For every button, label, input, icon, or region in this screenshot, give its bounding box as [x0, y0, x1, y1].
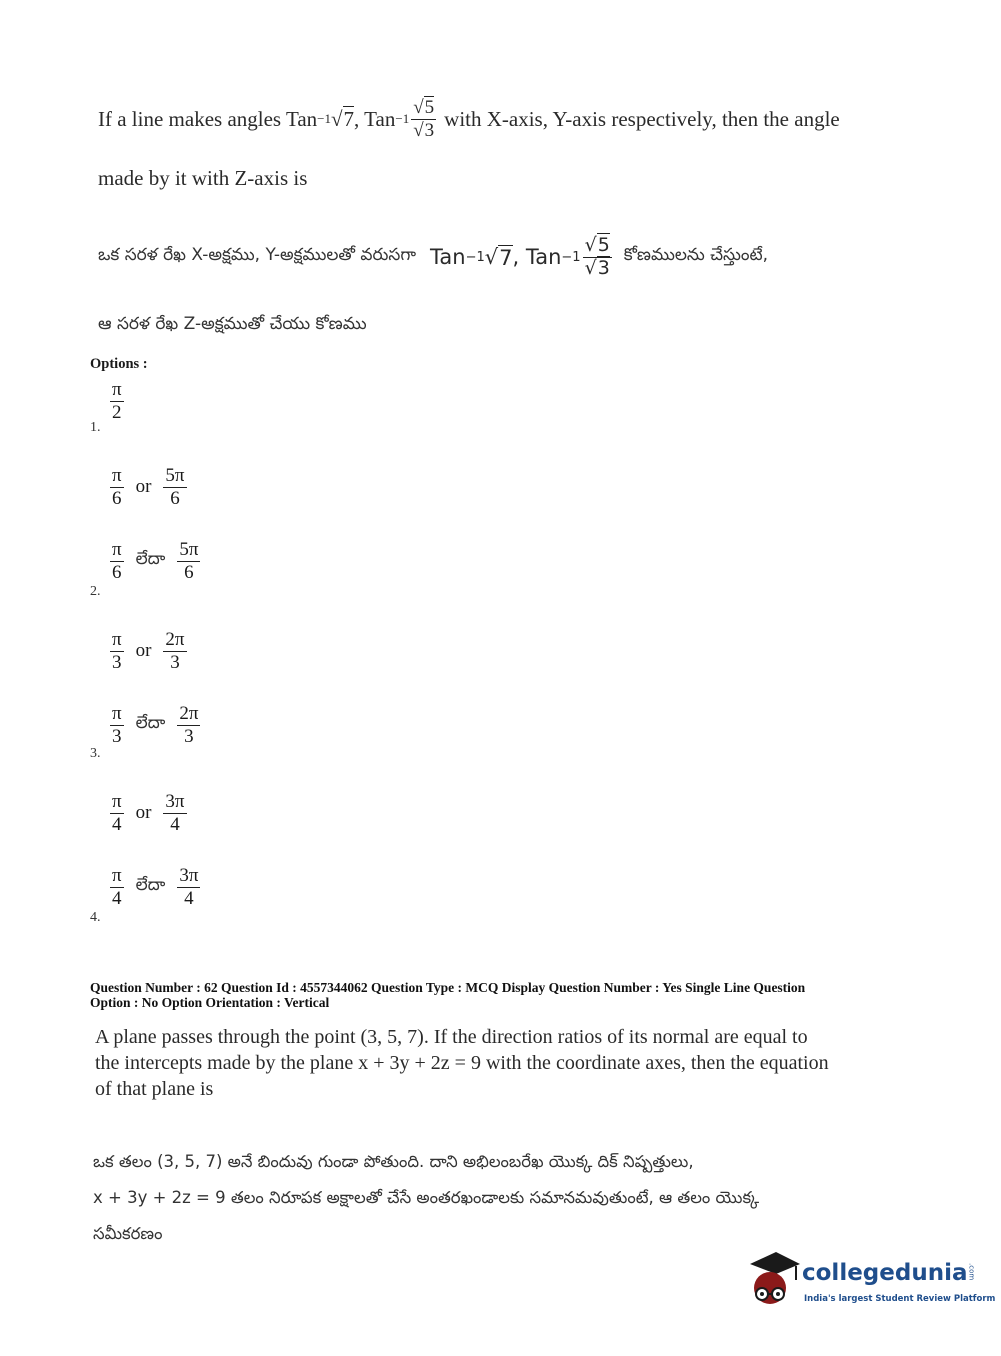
q62-en-line1: A plane passes through the point (3, 5, 7). If the direction ratios of its normal are equal to [95, 1026, 808, 1048]
option-2-en-a-den: 6 [112, 487, 122, 509]
q62-te-line1: ఒక తలం (3, 5, 7) అనే బిందువు గుండా పోతుంది. దాని అభిలంబరేఖ యొక్క దిక్ నిష్పత్తులు, [93, 1152, 694, 1171]
q61-en-frac-num: 5 [424, 97, 435, 118]
option-2-en [108, 466, 189, 509]
q61-en-sup-1: −1 [317, 111, 332, 127]
option-3-number: 3. [90, 746, 101, 761]
option-2-te-b-den: 6 [184, 561, 194, 583]
option-2-te [108, 540, 202, 583]
q61-english-line2: made by it with Z-axis is [98, 166, 308, 190]
option-3-te [108, 704, 202, 747]
option-1-number: 1. [90, 420, 101, 435]
option-3-te-b-den: 3 [184, 725, 194, 747]
option-3-en-frac-a [110, 630, 124, 673]
option-4-en-frac-b [163, 792, 186, 835]
q61-te-text-b: కోణములను చేస్తుంటే, [623, 245, 768, 266]
q61-en-sup-2: −1 [395, 111, 410, 127]
option-1-fraction [110, 380, 124, 423]
option-3-en-a-den: 3 [112, 651, 122, 673]
option-2-te-a-num: π [112, 539, 122, 560]
option-4-te-frac-a [110, 866, 124, 909]
option-3-en-conj: or [135, 640, 152, 662]
option-2-te-conj: లేదా [135, 549, 166, 570]
option-4-te-a-den: 4 [112, 887, 122, 909]
option-3-en-b-den: 3 [170, 651, 180, 673]
option-2-en-frac-b [163, 466, 186, 509]
option-4-te-conj: లేదా [135, 875, 166, 896]
q61-telugu-line2: ఆ సరళ రేఖ Z-అక్షముతో చేయు కోణము [98, 314, 367, 334]
q61-te-fraction [583, 236, 612, 279]
q61-en-text-a: If a line makes angles Tan [98, 106, 318, 131]
q62-meta-line1: Question Number : 62 Question Id : 4557344062 Question Type : MCQ Display Question Number : Yes Single Line Question [90, 980, 806, 995]
q61-te-text-a: ఒక సరళ రేఖ X-అక్షము, Y-అక్షములతో వరుసగా [98, 245, 417, 266]
options-label: Options : [90, 356, 148, 372]
mascot-icon [742, 1250, 802, 1312]
option-3-en [108, 630, 189, 673]
q62-meta [90, 980, 950, 1010]
option-1-en [108, 380, 126, 423]
q61-te-sqrt7: 7 [499, 245, 513, 270]
option-4-te-b-den: 4 [184, 887, 194, 909]
q61-te-sup-2: −1 [561, 249, 581, 265]
q61-en-sqrt7: 7 [343, 107, 355, 132]
sqrt-sign: √ [584, 234, 597, 256]
option-3-en-b-num: 2π [165, 629, 185, 650]
option-3-te-b-num: 2π [179, 703, 199, 724]
q61-english-line1 [98, 98, 840, 141]
q62-en-line3: of that plane is [95, 1078, 214, 1100]
option-2-en-frac-a [110, 466, 124, 509]
q62-te-line2: x + 3y + 2z = 9 తలం నిరూపక అక్షాలతో చేసే అంతరఖండాలకు సమానమవుతుంటే, ఆ తలం యొక్క [93, 1188, 760, 1207]
option-4-te-a-num: π [112, 865, 122, 886]
q61-en-comma-tan: , Tan [354, 106, 396, 131]
option-2-number: 2. [90, 584, 101, 599]
option-2-te-frac-a [110, 540, 124, 583]
sqrt-sign: √ [484, 245, 499, 270]
option-4-te-frac-b [177, 866, 200, 909]
option-4-en-frac-a [110, 792, 124, 835]
option-3-te-frac-a [110, 704, 124, 747]
option-4-en [108, 792, 189, 835]
sqrt-sign: √ [584, 256, 597, 279]
q62-telugu [93, 1144, 953, 1252]
option-2-en-a-num: π [112, 465, 122, 486]
option-3-te-conj: లేదా [135, 713, 166, 734]
logo-suffix: .com [967, 1262, 976, 1280]
option-4-te [108, 866, 202, 909]
option-4-en-a-den: 4 [112, 813, 122, 835]
option-3-te-frac-b [177, 704, 200, 747]
q61-en-frac-den: 3 [424, 119, 435, 141]
q61-te-frac-num: 5 [597, 234, 610, 256]
q61-en-text-b: with X-axis, Y-axis respectively, then the angle [444, 106, 840, 131]
option-1-num: π [112, 379, 122, 400]
option-4-number: 4. [90, 910, 101, 925]
q61-telugu-line1 [98, 236, 768, 279]
q61-te-comma-tan: , Tan [512, 245, 562, 270]
option-3-en-frac-b [163, 630, 186, 673]
q61-te-math: Tan −1 √ 7 , Tan −1 $\frac{√5}{√3}$ [430, 234, 610, 279]
option-2-te-frac-b [177, 540, 200, 583]
option-2-en-b-num: 5π [165, 465, 185, 486]
q62-en-line2: the intercepts made by the plane x + 3y + 2z = 9 with the coordinate axes, then the equation [95, 1052, 829, 1074]
q61-te-sup-1: −1 [465, 249, 485, 265]
collegedunia-logo [742, 1250, 996, 1316]
q62-meta-line2: Option : No Option Orientation : Vertical [90, 995, 330, 1010]
sqrt-sign: √ [413, 119, 424, 141]
option-2-te-a-den: 6 [112, 561, 122, 583]
option-4-en-a-num: π [112, 791, 122, 812]
q61-te-frac-den: 3 [597, 256, 610, 279]
option-4-en-b-num: 3π [165, 791, 185, 812]
sqrt-sign: √ [331, 106, 343, 131]
logo-wordmark [802, 1260, 975, 1286]
logo-name: collegedunia [802, 1260, 968, 1286]
q62-te-line3: సమీకరణం [93, 1224, 163, 1243]
logo-tagline: India's largest Student Review Platform [804, 1294, 996, 1304]
option-2-en-b-den: 6 [170, 487, 180, 509]
q61-en-fraction [411, 98, 436, 141]
option-3-te-a-num: π [112, 703, 122, 724]
option-1-den: 2 [112, 401, 122, 423]
option-4-en-conj: or [135, 802, 152, 824]
option-3-en-a-num: π [112, 629, 122, 650]
q62-english [95, 1024, 955, 1102]
option-2-te-b-num: 5π [179, 539, 199, 560]
option-2-en-conj: or [135, 476, 152, 498]
sqrt-sign: √ [413, 97, 424, 118]
option-3-te-a-den: 3 [112, 725, 122, 747]
option-4-te-b-num: 3π [179, 865, 199, 886]
option-4-en-b-den: 4 [170, 813, 180, 835]
